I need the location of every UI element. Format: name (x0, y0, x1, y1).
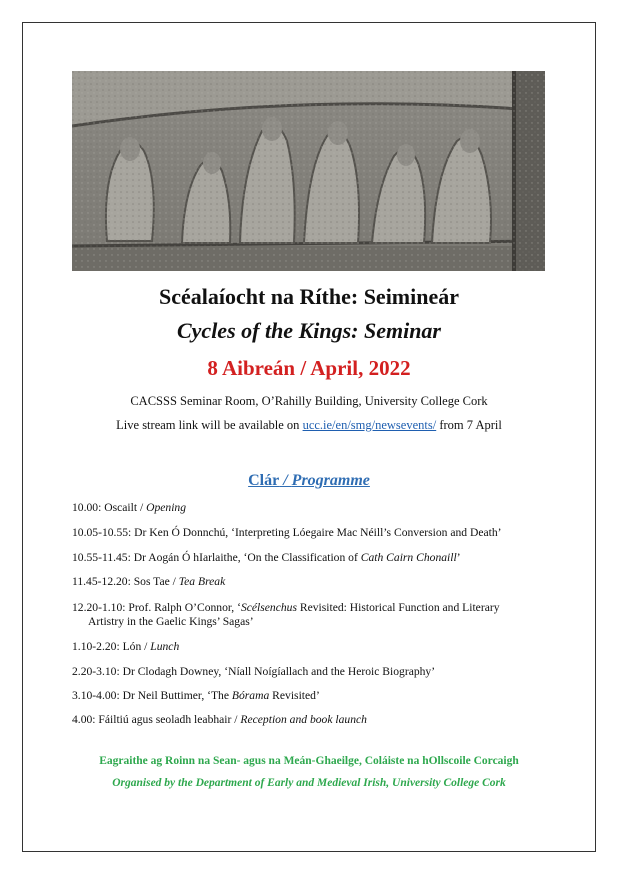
programme-item (72, 713, 562, 727)
programme-item (72, 501, 562, 515)
item-time: 11.45-12.20: (72, 575, 131, 588)
programme-heading-ga: Clár (248, 472, 280, 489)
item-italic: Opening (146, 501, 187, 514)
item-text: Dr Clodagh Downey, ‘Níall Noígíallach and the Heroic Biography’ (119, 665, 436, 678)
item-text: Sos Tae / (130, 575, 179, 588)
programme-heading-en: Programme (291, 472, 370, 489)
item-text-end: Revisited’ (269, 689, 320, 702)
item-time: 12.20-1.10: (72, 601, 126, 614)
item-time: 3.10-4.00: (72, 689, 120, 702)
item-italic: Reception and book launch (240, 713, 367, 726)
stream-suffix: from 7 April (439, 418, 502, 432)
live-stream-notice (22, 418, 596, 433)
item-text: Dr Ken Ó Donnchú, ‘Interpreting Lóegaire Mac Néill’s Conversion and Death’ (131, 526, 502, 539)
title-irish: Scéalaíocht na Ríthe: Seimineár (158, 284, 460, 309)
title-english: Cycles of the Kings: Seminar (176, 318, 441, 343)
programme-item (72, 526, 562, 540)
programme-item (72, 665, 562, 679)
organisers-irish: Eagraithe ag Roinn na Sean- agus na Meán-Ghaeilge, Coláiste na hOllscoile Corcaigh (99, 755, 519, 767)
item-text: Dr Aogán Ó hIarlaithe, ‘On the Classification of (130, 551, 361, 564)
programme-item (72, 640, 562, 654)
item-text: Lón / (119, 640, 151, 653)
item-time: 10.00: (72, 501, 102, 514)
programme-item (72, 575, 562, 589)
item-italic: Cath Cairn Chonaill (360, 551, 457, 564)
item-text-end: Revisited: Historical Function and Literary (296, 601, 500, 614)
organisers-english: Organised by the Department of Early and Medieval Irish, University College Cork (112, 777, 506, 789)
item-text-line2: Artistry in the Gaelic Kings’ Sagas’ (88, 615, 254, 628)
programme-item (72, 689, 562, 703)
event-date: 8 Aibreán / April, 2022 (207, 356, 411, 380)
venue-text: CACSSS Seminar Room, O’Rahilly Building, University College Cork (130, 394, 488, 408)
programme-heading (22, 472, 596, 490)
programme-item (72, 551, 562, 565)
item-italic: Lunch (150, 640, 180, 653)
item-time: 2.20-3.10: (72, 665, 120, 678)
item-italic: Scélsenchus (240, 601, 297, 614)
stream-prefix: Live stream link will be available on (116, 418, 300, 432)
item-time: 10.55-11.45: (72, 551, 131, 564)
item-italic: Tea Break (178, 575, 226, 588)
carved-stone-frieze-icon (72, 71, 545, 271)
newsevents-link[interactable]: ucc.ie/en/smg/newsevents/ (302, 418, 437, 432)
item-text: Dr Neil Buttimer, ‘The (119, 689, 232, 702)
programme-heading-sep: / (279, 472, 292, 489)
item-text: Prof. Ralph O’Connor, ‘ (125, 601, 241, 614)
item-time: 10.05-10.55: (72, 526, 132, 539)
item-text: Fáiltiú agus seoladh leabhair / (95, 713, 241, 726)
item-time: 4.00: (72, 713, 96, 726)
item-text-end: ’ (456, 551, 461, 564)
stone-carving-photo (72, 71, 545, 271)
programme-item (72, 601, 562, 629)
item-text: Oscailt / (101, 501, 147, 514)
item-time: 1.10-2.20: (72, 640, 120, 653)
item-italic: Bórama (231, 689, 270, 702)
